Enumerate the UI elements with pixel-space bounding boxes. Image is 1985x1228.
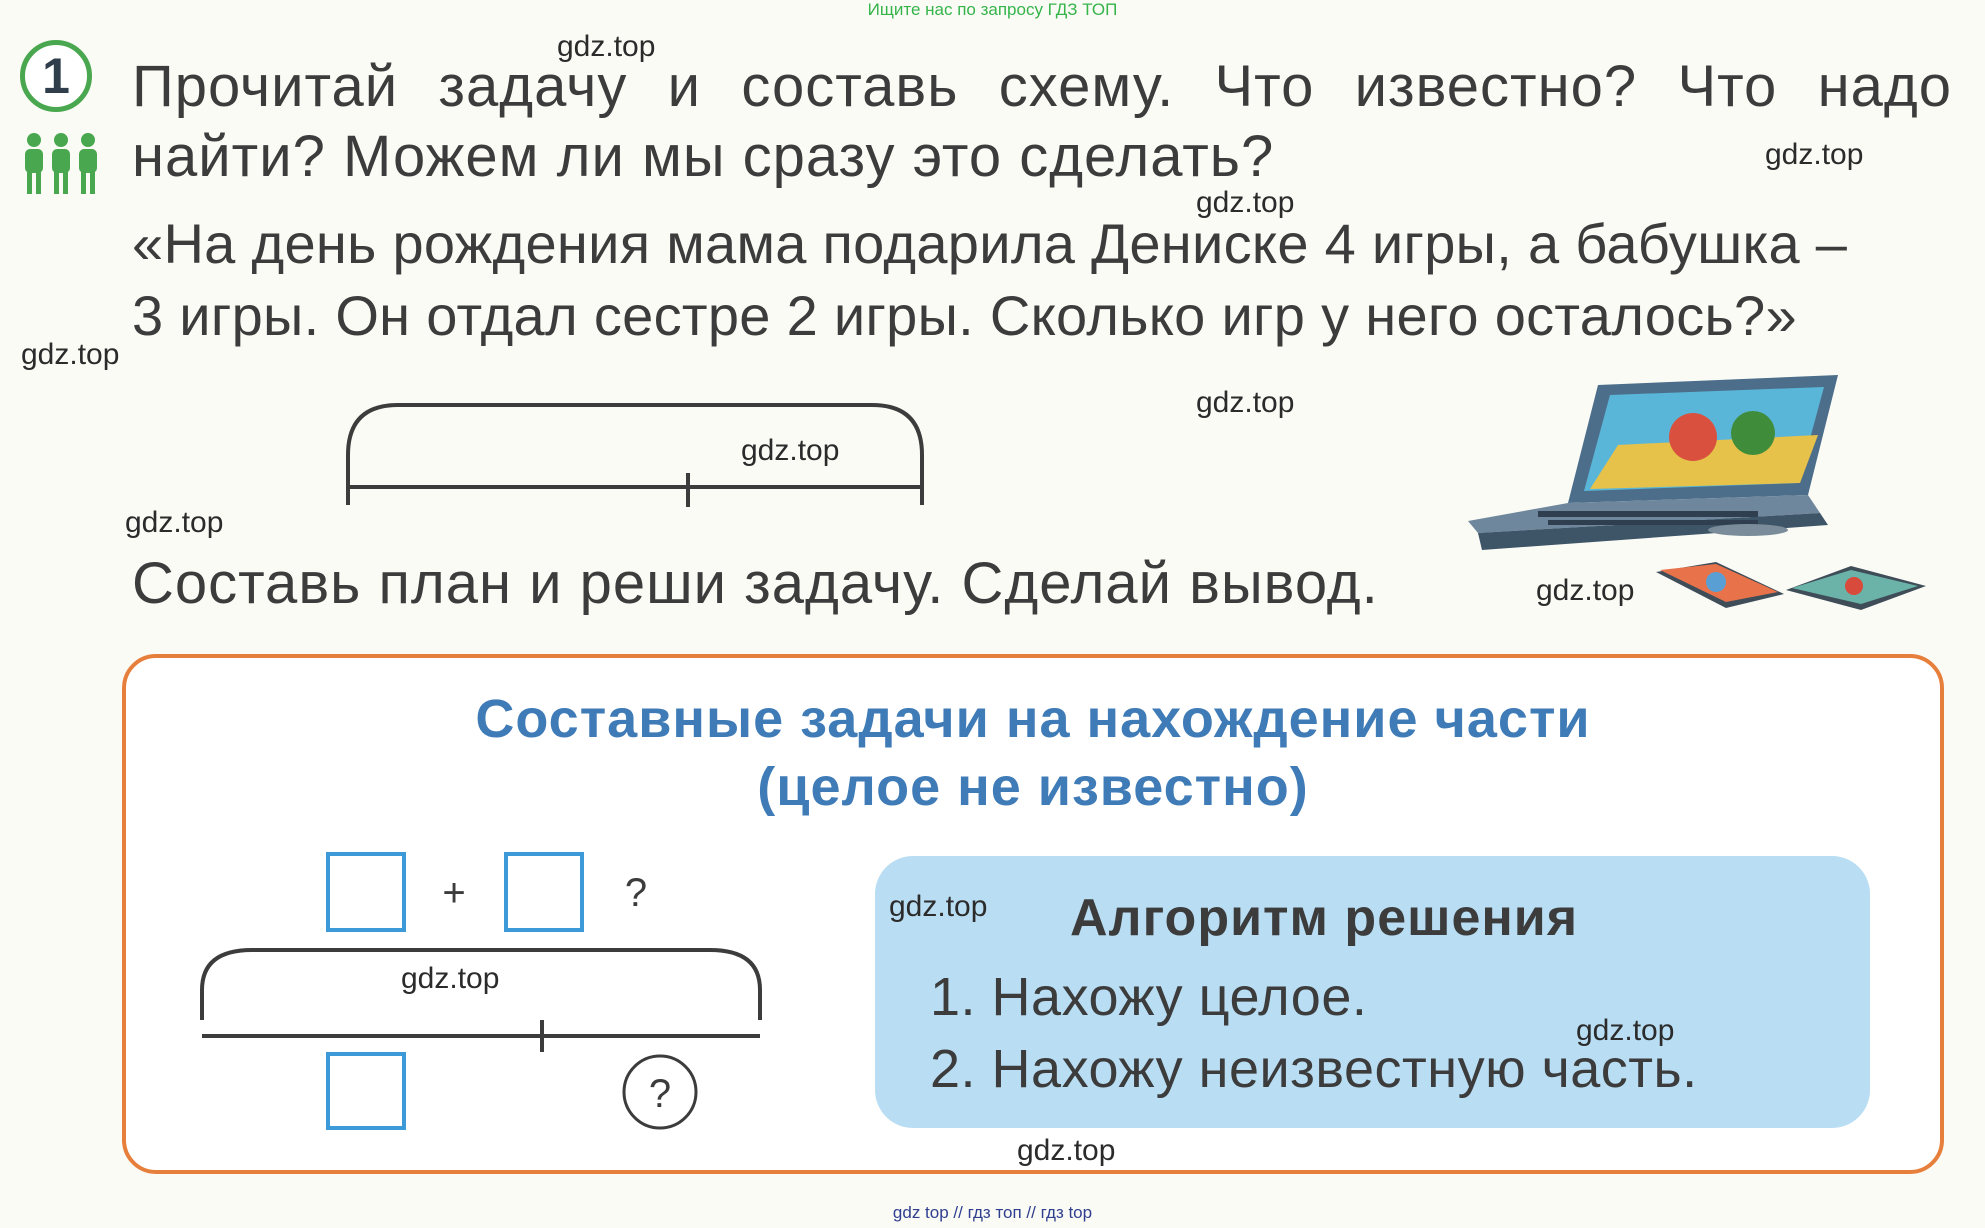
question-text [132,52,1952,192]
rule-title-line-1: Составные задачи на нахождение части [475,689,1591,749]
watermark: gdz.top [1576,1014,1675,1047]
watermark: gdz.top [1765,138,1864,171]
watermark: gdz.top [1017,1134,1116,1167]
watermark: gdz.top [889,890,988,923]
rule-title-line-2: (целое не известно) [757,757,1309,817]
blank-square-2 [506,854,582,930]
question-line-2: найти? Можем ли мы сразу это сделать? [132,124,1275,189]
exercise-number: 1 [42,48,70,104]
segment-scheme [340,395,930,510]
watermark: gdz.top [1536,574,1635,607]
task-line-1: «На день рождения мама подарила Дениске 4 игры, а бабушка – [132,212,1848,275]
task-text [132,208,1952,352]
blank-square-1 [328,854,404,930]
watermark: gdz.top [125,506,224,539]
watermark: gdz.top [401,962,500,995]
algorithm-step-2: 2. Нахожу неизвестную часть. [930,1039,1698,1099]
algorithm-step-1: 1. Нахожу целое. [930,967,1368,1027]
circle-number-icon [20,40,92,112]
algorithm-title: Алгоритм решения [1070,889,1579,947]
question-line-1: Прочитай задачу и составь схему. Что известно? Что надо [132,54,1952,119]
watermark: gdz.top [557,30,656,63]
watermark: gdz.top [741,434,840,467]
question-mark-circle: ? [648,1072,672,1116]
plus-sign: + [442,871,466,915]
bottom-banner: gdz top // гдз топ // гдз top [892,1203,1093,1222]
blank-square-3 [328,1054,404,1128]
watermark: gdz.top [1196,386,1295,419]
question-mark-top: ? [624,871,648,915]
laptop-icon [1468,375,1838,550]
top-banner: Ищите нас по запросу ГДЗ ТОП [867,0,1118,19]
task-line-2: 3 игры. Он отдал сестре 2 игры. Сколько игр у него осталось?» [132,284,1797,347]
pair-work-people-icon [20,130,102,196]
rule-title [122,685,1944,821]
plan-instruction: Составь план и реши задачу. Сделай вывод. [132,551,1379,616]
watermark: gdz.top [1196,186,1295,219]
game-disc-icon [1656,562,1931,612]
watermark: gdz.top [21,338,120,371]
